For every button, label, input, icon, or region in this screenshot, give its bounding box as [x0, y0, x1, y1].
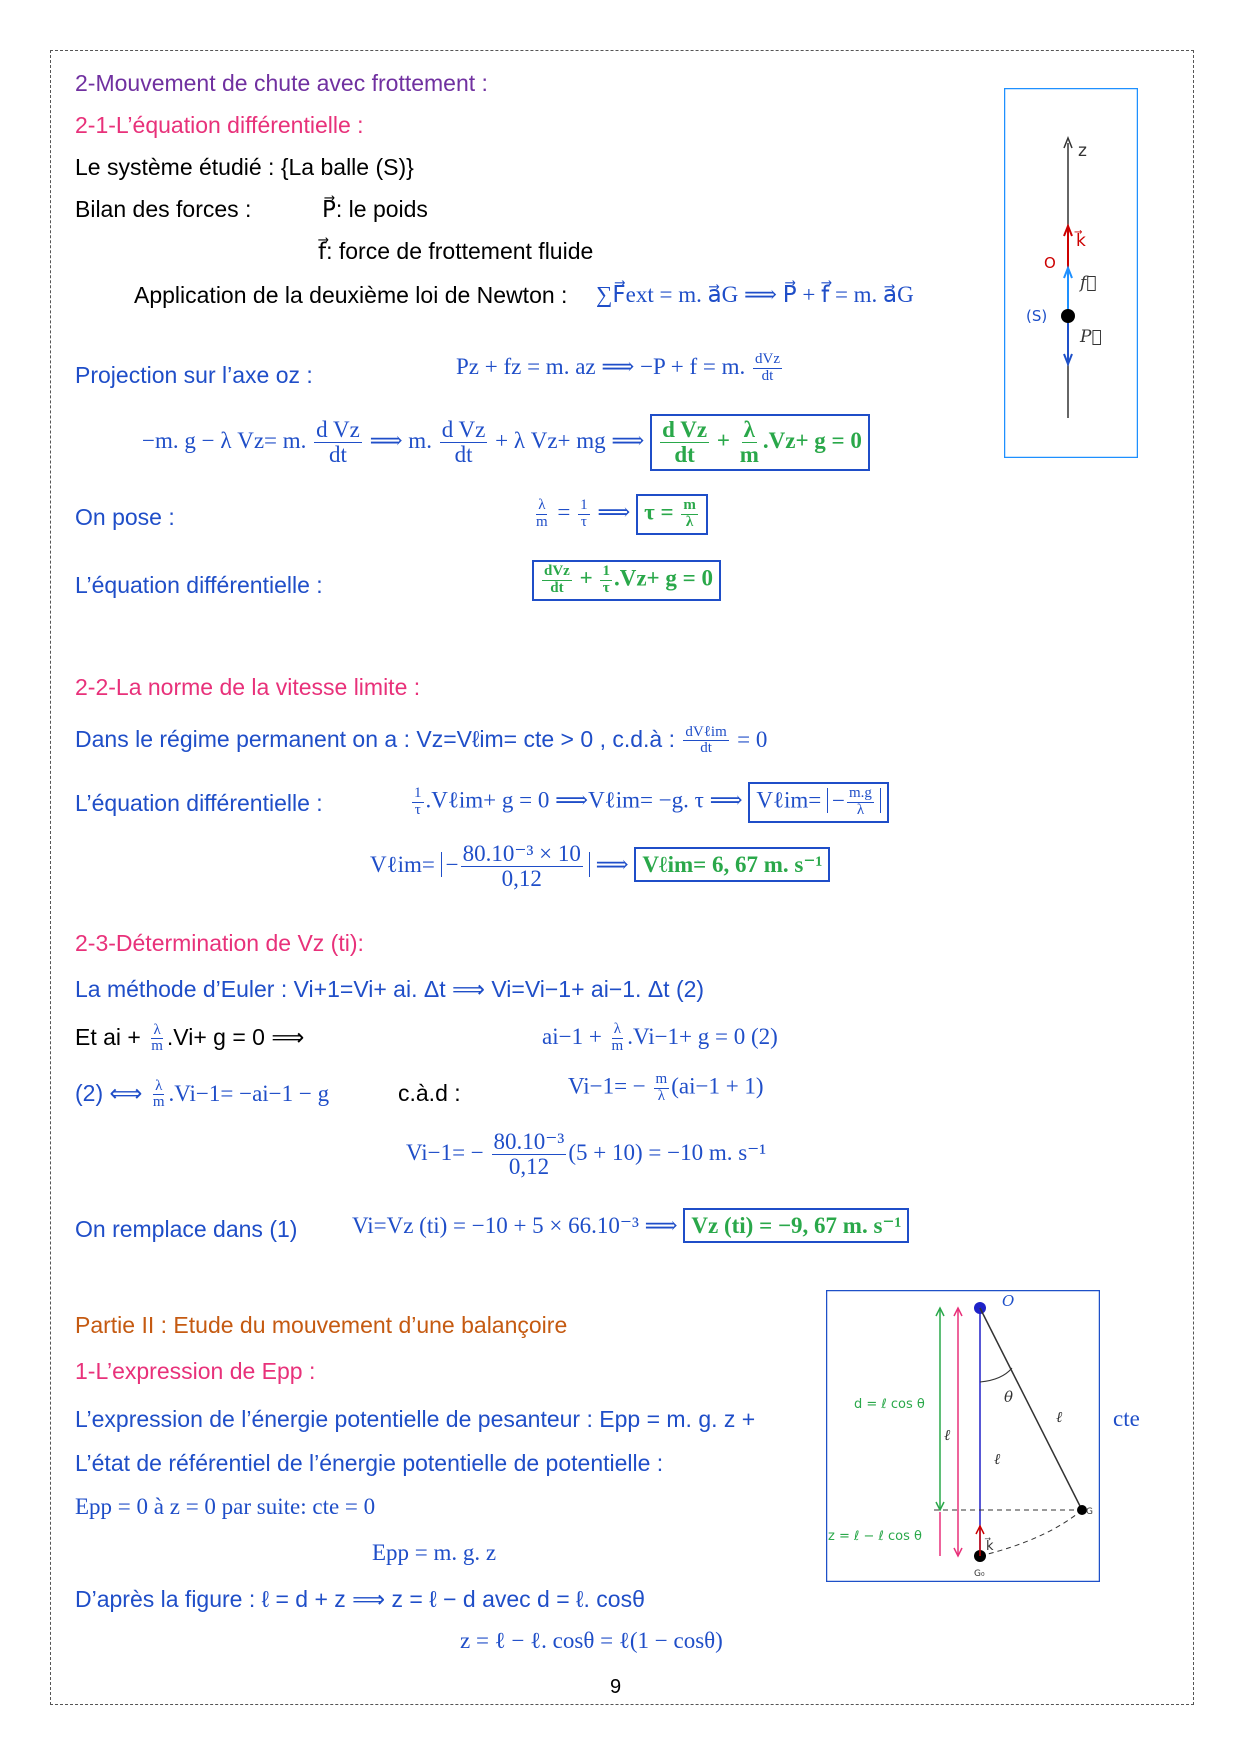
equals: =	[557, 499, 571, 525]
projection-label: Projection sur l’axe oz :	[75, 362, 313, 388]
frac-num: λ	[538, 497, 546, 513]
k-label: k⃗	[986, 1539, 994, 1554]
frac-den: m	[536, 513, 548, 530]
vlim-label: Vℓim=	[370, 851, 435, 877]
page-number: 9	[610, 1676, 622, 1698]
z-dim-label: z = ℓ − ℓ cos θ	[828, 1529, 922, 1544]
result-box	[650, 414, 870, 471]
frac-num: m	[655, 1071, 668, 1087]
frac-num: 80.10⁻³	[493, 1129, 565, 1154]
f-label: f⃗	[1080, 273, 1097, 293]
projection-eq-text: Pz + fz = m. az ⟹ −P + f = m.	[456, 354, 746, 379]
eq-part: + λ Vz+ mg ⟹	[495, 427, 645, 453]
diff-eq-derivation	[142, 414, 870, 471]
tau-box	[636, 494, 708, 535]
frac	[534, 498, 550, 531]
remplace-eq	[352, 1208, 909, 1243]
eqdiff2-eq	[410, 782, 889, 823]
remplace-result-box: Vz (ti) = −9, 67 m. s⁻¹	[683, 1208, 909, 1243]
p-label: P⃗	[1080, 327, 1102, 347]
forces-label: Bilan des forces :	[75, 196, 252, 222]
frac-den: dt	[454, 442, 473, 468]
swing-figure	[826, 1290, 1100, 1582]
on-pose-eq	[532, 494, 708, 535]
implies: ⟹	[597, 499, 631, 525]
et-part: ai−1 +	[542, 1024, 602, 1049]
subsection-title: 1-L’expression de Epp :	[75, 1358, 316, 1384]
part-title: Partie II : Etude du mouvement d’une balançoire	[75, 1312, 568, 1338]
dapres-line: D’après la figure : ℓ = d + z ⟹ z = ℓ − d avec d = ℓ. cosθ	[75, 1586, 645, 1612]
frac-den: τ	[414, 801, 421, 818]
frac-den: m	[151, 1038, 163, 1055]
plus: +	[579, 565, 593, 591]
vi1-eq	[568, 1072, 764, 1105]
vlim-result-box: Vℓim= 6, 67 m. s⁻¹	[634, 847, 830, 882]
frac	[151, 1079, 167, 1112]
frac-den: m	[152, 1094, 165, 1111]
frac-den: m	[611, 1038, 624, 1055]
rod-length-label: ℓ	[1056, 1408, 1063, 1426]
regime-text: Dans le régime permanent on a : Vz=Vℓim= cte > 0 , c.d.à :	[75, 726, 675, 752]
frac-den: dt	[700, 740, 712, 757]
theta-label: θ	[1004, 1388, 1014, 1406]
z-final: z = ℓ − ℓ. cosθ = ℓ(1 − cosθ)	[460, 1628, 723, 1653]
newton-equation: ∑F⃗ext = m. a⃗G ⟹ P⃗ + f⃗ = m. a⃗G	[596, 282, 914, 307]
frac-num: d Vz	[662, 417, 708, 442]
frac	[578, 498, 590, 531]
box-frac	[738, 418, 761, 467]
epp-expression: L’expression de l’énergie potentielle de pesanteur : Epp = m. g. z +	[75, 1406, 756, 1432]
frac	[492, 1130, 567, 1179]
frac	[683, 725, 728, 758]
frac-num: λ	[153, 1021, 161, 1038]
frac-num: λ	[155, 1077, 163, 1094]
et-part: Et ai +	[75, 1024, 141, 1050]
origin-label: O	[1044, 254, 1056, 272]
remplace-label: On remplace dans (1)	[75, 1216, 298, 1242]
eqdiff-box	[532, 560, 721, 601]
frac-num: dVℓim	[685, 723, 727, 740]
frac-num: dVz	[544, 563, 570, 579]
force-friction: f⃗: force de frottement fluide	[318, 238, 594, 264]
l-dim-label: ℓ	[944, 1426, 951, 1444]
box-frac	[660, 418, 709, 467]
eq-frac	[314, 418, 362, 467]
frac-num: dVz	[755, 351, 780, 368]
frac	[461, 842, 583, 891]
s-label: (S)	[1026, 307, 1048, 325]
frac-num: 1	[414, 785, 422, 801]
remplace-text: Vi=Vz (ti) = −10 + 5 × 66.10⁻³ ⟹	[352, 1213, 678, 1238]
frac-num: 1	[602, 563, 610, 579]
frac	[149, 1023, 165, 1056]
abs-value: − $\frac{\text{80.10⁻³ × 10}}{0,12}$	[441, 852, 590, 877]
frac-num: 1	[580, 497, 588, 513]
vlim-calc	[370, 842, 830, 891]
regime-line	[75, 724, 767, 757]
frac-den: λ	[657, 1087, 666, 1104]
frac-den: 0,12	[508, 1154, 550, 1180]
et-line	[75, 1022, 304, 1055]
eq2-part: .Vi−1= −ai−1 − g	[168, 1081, 330, 1106]
frac-den: λ	[856, 801, 865, 818]
system-line: Le système étudié : {La balle (S)}	[75, 154, 414, 180]
eqdiff-eq	[532, 560, 721, 601]
g-label: G	[1086, 1507, 1093, 1517]
eq-part: ⟹ m.	[369, 427, 432, 453]
et-line-right	[542, 1022, 778, 1055]
tail: .Vz+ g = 0	[613, 565, 713, 591]
frac-den: dt	[761, 368, 774, 385]
abs-value: − $\frac{m.g}{\lambda}$	[827, 788, 881, 813]
eqdiff2-label: L’équation différentielle :	[75, 790, 323, 816]
frac	[542, 564, 572, 597]
et-part: .Vi+ g = 0 ⟹	[166, 1024, 305, 1050]
vi1c-part: Vi−1= −	[406, 1139, 484, 1165]
vlim-box	[748, 782, 889, 823]
frac	[412, 786, 424, 819]
subsection-title: 2-1-L’équation différentielle :	[75, 112, 364, 138]
z-label: z	[1078, 141, 1087, 161]
frac-den: τ	[602, 579, 610, 596]
implies: ⟹	[595, 851, 629, 877]
falling-ball-figure	[1004, 88, 1138, 458]
pivot-label: O	[1002, 1292, 1015, 1310]
frac-den: λ	[685, 513, 694, 530]
etat-line: L’état de référentiel de l’énergie potentielle de potentielle :	[75, 1450, 664, 1476]
subsection-title: 2-2-La norme de la vitesse limite :	[75, 674, 421, 700]
et-part: .Vi−1+ g = 0 (2)	[627, 1024, 778, 1049]
vertical-length-label: ℓ	[994, 1450, 1001, 1468]
frac	[610, 1022, 626, 1055]
eqdiff-label: L’équation différentielle :	[75, 572, 323, 598]
g0-label: G₀	[974, 1569, 985, 1579]
vlim-label: Vℓim=	[756, 787, 828, 813]
frac-den: dt	[550, 579, 564, 596]
projection-eq	[456, 352, 784, 385]
frac	[847, 786, 874, 819]
eq2-part: (2) ⟺	[75, 1080, 143, 1106]
frac-num: d Vz	[316, 417, 360, 442]
k-label: k⃗	[1076, 231, 1086, 251]
tau-eq: τ =	[644, 499, 674, 525]
frac-num: 80.10⁻³ × 10	[462, 841, 581, 866]
plus: +	[716, 427, 730, 453]
vi1c-part: (5 + 10) = −10 m. s⁻¹	[568, 1139, 767, 1165]
newton-text: Application de la deuxième loi de Newton :	[134, 282, 568, 308]
eq-frac	[440, 418, 488, 467]
force-weight: P⃗: le poids	[322, 196, 428, 222]
eq-part: −m. g − λ Vz= m.	[142, 427, 307, 453]
frac-num: m	[683, 497, 696, 513]
frac-num: d Vz	[441, 417, 486, 442]
box-tail: .Vz+ g = 0	[762, 427, 862, 453]
eq-text: .Vℓim+ g = 0 ⟹Vℓim= −g. τ ⟹	[425, 787, 743, 813]
frac	[681, 498, 698, 531]
frac-den: dt	[329, 442, 347, 468]
frac-num: m.g	[849, 785, 872, 801]
frac-num: λ	[613, 1021, 622, 1038]
frac	[654, 1072, 670, 1105]
subsection-title: 2-3-Détermination de Vz (ti):	[75, 930, 364, 956]
cad-label: c.à.d :	[398, 1080, 461, 1106]
frac-den: dt	[674, 442, 695, 468]
projection-frac	[753, 352, 782, 385]
vi1-part: Vi−1= −	[568, 1073, 646, 1099]
frac-den: m	[739, 442, 759, 468]
d-label: d = ℓ cos θ	[854, 1397, 925, 1412]
ball	[1061, 309, 1075, 323]
frac-den: 0,12	[501, 866, 542, 892]
on-pose-label: On pose :	[75, 504, 175, 530]
euler-line: La méthode d’Euler : Vi+1=Vi+ ai. Δt ⟹ Vi=Vi−1+ ai−1. Δt (2)	[75, 976, 705, 1002]
epp-zero-line: Epp = 0 à z = 0 par suite: cte = 0	[75, 1494, 376, 1519]
vi1-calc	[406, 1130, 766, 1179]
cte-text: cte	[1113, 1406, 1140, 1431]
vi1-part: (ai−1 + 1)	[671, 1073, 764, 1099]
eq2-line	[75, 1078, 329, 1111]
frac-num: λ	[743, 417, 755, 442]
frac-den: τ	[580, 513, 587, 530]
eq-zero: = 0	[737, 727, 768, 752]
section-title: 2-Mouvement de chute avec frottement :	[75, 70, 488, 96]
epp-mgz: Epp = m. g. z	[372, 1540, 497, 1565]
frac	[600, 564, 612, 597]
